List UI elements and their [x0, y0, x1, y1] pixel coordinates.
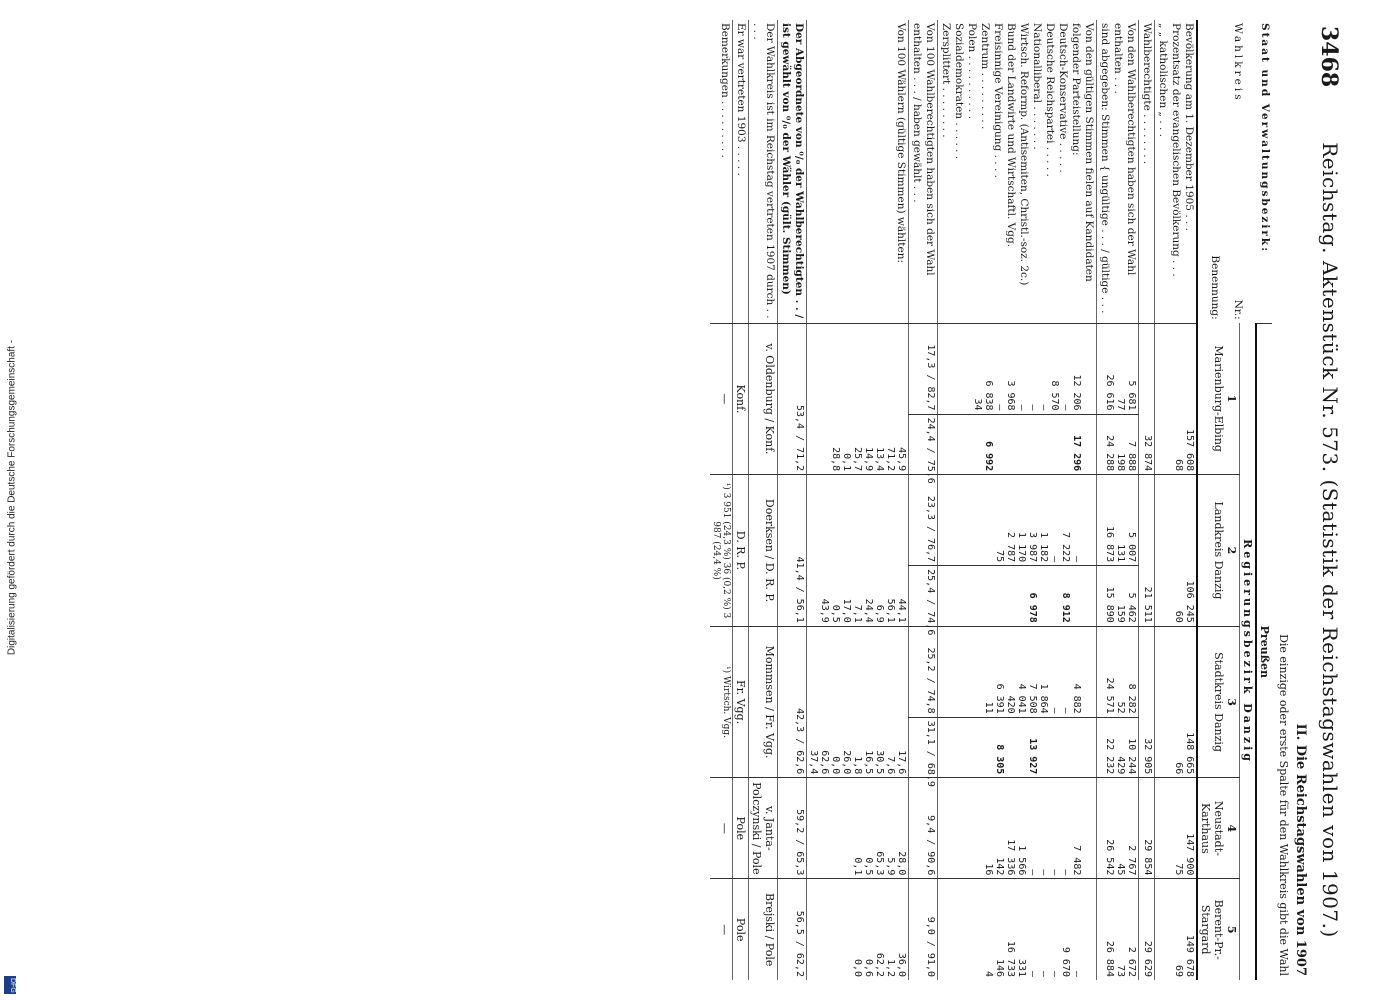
party-vote: [1071, 721, 1082, 775]
label-abg-pct: Der Abgeordnete von ⁰/₀ der Wahlberechtigten . . / ist gewählt von ⁰/₀ der Wähler (gült. Stimmen): [779, 23, 805, 319]
party-vote: 331: [1015, 958, 1027, 977]
district-5: [1197, 879, 1240, 980]
value: 32 874: [1138, 323, 1154, 475]
party-vote: [1005, 569, 1016, 623]
party-label: Nationalliberal . . . . . . .: [1030, 23, 1043, 150]
party-vote: [994, 569, 1005, 623]
value: 29 629: [1138, 879, 1154, 980]
value: —: [710, 323, 733, 475]
district-name: Marienburg-Elbing: [1211, 345, 1225, 452]
party-vote: 6 838: [982, 380, 994, 411]
district-1: [1197, 323, 1240, 475]
label-kath: „ „ katholischen „ . . .: [1156, 23, 1169, 138]
party-vote: —: [1037, 970, 1049, 977]
value: 157 608: [1183, 429, 1195, 472]
party-label: Zentrum . . . . . . . . .: [978, 23, 991, 130]
party-vote: [972, 781, 983, 875]
cell: [937, 879, 1096, 980]
pct-value: 56,1: [884, 598, 896, 623]
party-label: Polen . . . . . . . . . .: [965, 23, 978, 120]
row-pct100: [908, 20, 937, 980]
party-vote: —: [1026, 404, 1038, 411]
pct-value: 62,6: [818, 750, 830, 775]
party-vote: —: [1037, 869, 1049, 876]
party-label: Freisinnige Vereinigung . . . .: [991, 23, 1004, 178]
pct-value: 25,7: [851, 447, 863, 472]
cell: [806, 879, 908, 980]
party-vote: —: [1048, 970, 1060, 977]
district-name: Berent-Pr.-Stargard: [1198, 899, 1225, 960]
cell: [1154, 879, 1197, 980]
cell: [1154, 323, 1197, 475]
value: 42,3 / 62,6: [777, 626, 806, 778]
party-label: Deutsche Reichspartei . . . . .: [1043, 23, 1056, 177]
party-vote: 9 670: [1059, 946, 1071, 977]
row-rep-1907: [748, 20, 777, 980]
party-vote: [1016, 418, 1027, 472]
cell: [937, 626, 1096, 717]
pct-value: 65,3: [873, 851, 885, 876]
value: v. Oldenburg / Konf.: [748, 323, 777, 475]
party-vote: 4 041: [1015, 683, 1027, 714]
value: 41,4 / 56,1: [777, 475, 806, 627]
value: 69: [1172, 964, 1184, 977]
value: 75: [1172, 863, 1184, 876]
value: 26 542: [1103, 839, 1115, 876]
pct-value: 62,2: [873, 952, 885, 977]
party-vote: 3 968: [1004, 380, 1016, 411]
party-vote: 13 927: [1026, 738, 1038, 775]
party-vote: 6 992: [982, 441, 994, 472]
region-name: Regierungsbezirk Danzig: [1240, 539, 1254, 764]
head-label-wahlkreis: [1231, 23, 1244, 320]
label-pctparties: Von 100 Wählern (gültige Stimmen) wählten:: [894, 23, 907, 263]
label-rep-1907: Der Wahlkreis ist im Reichstag vertreten 1907 durch . . . . .: [750, 23, 776, 319]
pct-value: 28,8: [829, 447, 841, 472]
election-statistics-table: [710, 20, 1272, 980]
pct-value: 43,9: [818, 598, 830, 623]
party-vote: 17 336: [1004, 839, 1016, 876]
district-nr: 5: [1224, 925, 1238, 934]
value: 26 884: [1103, 940, 1115, 977]
value: 56,5 / 62,2: [777, 879, 806, 980]
pct-value: 37,4: [807, 750, 819, 775]
page-header: [1315, 20, 1342, 980]
row-abg-pct: [777, 20, 806, 980]
party-vote: —: [1048, 556, 1060, 563]
party-vote: 11: [982, 701, 994, 714]
value: 198: [1114, 453, 1126, 472]
party-vote: —: [1059, 869, 1071, 876]
value: Pole: [732, 778, 748, 879]
party-vote: [983, 569, 994, 623]
row-remarks: [710, 20, 733, 980]
party-vote: —: [993, 404, 1005, 411]
pct-value: 30,5: [873, 750, 885, 775]
value: 24 571: [1103, 677, 1115, 714]
value: 73: [1114, 964, 1126, 977]
party-vote: 6 978: [1026, 592, 1038, 623]
district-3: [1197, 626, 1240, 778]
party-vote: —: [1015, 404, 1027, 411]
pct-value: 6,9: [873, 604, 885, 623]
value: 10 244: [1125, 738, 1137, 775]
value: 53,4 / 71,2: [777, 323, 806, 475]
party-vote: —: [1059, 707, 1071, 714]
value: 9,4 / 90,6: [908, 778, 937, 879]
party-vote: [1016, 721, 1027, 775]
value: 24,4 / 75,6: [908, 414, 937, 475]
value: 45: [1114, 863, 1126, 876]
party-vote: 146: [993, 958, 1005, 977]
cell: [1096, 475, 1138, 566]
party-vote: 1 170: [1015, 532, 1027, 563]
row-label: [1096, 20, 1138, 323]
label-cast: sind abgegeben: Stimmen { ungültige . . . / gültige . . .: [1098, 23, 1111, 314]
value: 59,2 / 65,3: [777, 778, 806, 879]
party-vote: [1038, 569, 1049, 623]
party-vote: 12 206: [1070, 374, 1082, 411]
label-remarks: Bemerkungen . . . . . . . . .: [718, 23, 731, 158]
label-population: Bevölkerung am 1. Dezember 1905 . . .: [1182, 23, 1195, 232]
pct-value: 13,4: [873, 447, 885, 472]
party-vote: [972, 418, 983, 472]
value: 77: [1114, 398, 1126, 411]
party-vote: [994, 418, 1005, 472]
party-list: [939, 23, 1069, 320]
pct-value: 5,9: [884, 857, 896, 876]
party-vote: [983, 478, 994, 562]
party-vote: [983, 721, 994, 775]
label-evang: Prozentsatz der evangelischen Bevölkerung . . .: [1169, 23, 1182, 277]
value: 22 232: [1103, 738, 1115, 775]
cell: [1096, 566, 1138, 627]
pct-value: 7,6: [884, 756, 896, 775]
party-label: Deutsch-Konservative . . . . .: [1056, 23, 1069, 173]
party-vote: [972, 721, 983, 775]
party-vote: 16 733: [1004, 940, 1016, 977]
footer-text: Digitalisierung gefördert durch die Deutsche Forschungsgemeinschaft -: [6, 339, 18, 656]
party-vote: [972, 478, 983, 562]
district-nr: 2: [1224, 546, 1238, 555]
party-vote: [1038, 721, 1049, 775]
row-votes: [1096, 20, 1138, 980]
party-vote: [1049, 721, 1060, 775]
party-vote: 1 566: [1015, 845, 1027, 876]
party-vote: [1027, 418, 1038, 472]
row-pctparties: [806, 20, 908, 980]
head-label-state: Staat und Verwaltungsbezirk:: [1258, 23, 1271, 254]
pct-value: 28,0: [895, 851, 907, 876]
label-rep-1903: Er war vertreten 1903 . . . . .: [734, 23, 747, 176]
pct-value: 1,2: [884, 958, 896, 977]
value: 32 905: [1138, 626, 1154, 778]
district-nr: 4: [1224, 824, 1238, 833]
party-vote: 16: [982, 863, 994, 876]
value: 2 672: [1125, 946, 1137, 977]
pct-value: 45,9: [895, 447, 907, 472]
party-vote: 1 864: [1037, 683, 1049, 714]
pct-value: 17,0: [840, 598, 852, 623]
row-eligible: [1138, 20, 1154, 980]
party-vote: 4 882: [1070, 683, 1082, 714]
pct-value: 17,6: [895, 750, 907, 775]
label-pct100: Von 100 Wahlberechtigten haben sich der Wahl enthalten . . . / haben gewählt . . .: [910, 23, 936, 276]
party-vote: [1060, 418, 1071, 472]
section-note: Die einzige oder erste Spalte für den Wahlkreis gibt die Wahl: [1276, 634, 1290, 976]
pct-value: 1,8: [851, 756, 863, 775]
value: 131: [1114, 544, 1126, 563]
value: 52: [1114, 701, 1126, 714]
pct-value: 36,0: [895, 952, 907, 977]
cell: [937, 778, 1096, 879]
pct-value: 71,2: [884, 447, 896, 472]
page-number: 3468: [1315, 26, 1342, 88]
value: 149 678: [1183, 934, 1195, 977]
pct-value: 14,9: [862, 447, 874, 472]
party-vote: 2 787: [1004, 532, 1016, 563]
cell: [937, 414, 1096, 475]
pct-value: 44,1: [895, 598, 907, 623]
party-vote: 8 912: [1059, 592, 1071, 623]
cell: [806, 778, 908, 879]
party-vote: [1005, 721, 1016, 775]
value: 159: [1114, 604, 1126, 623]
pct-value: 16,5: [862, 750, 874, 775]
party-vote: 420: [1004, 695, 1016, 714]
party-vote: [972, 569, 983, 623]
pct-value: 24,4: [862, 598, 874, 623]
value: 17,3 / 82,7: [908, 323, 937, 414]
district-nr: 1: [1224, 394, 1238, 403]
party-vote: 7 508: [1026, 683, 1038, 714]
value: 2 767: [1125, 845, 1137, 876]
value: 23,3 / 76,7: [908, 475, 937, 566]
pct-value: 0,0: [829, 756, 841, 775]
value: Brejski / Pole: [748, 879, 777, 980]
pct-value: 26,0: [840, 750, 852, 775]
value: —: [710, 879, 733, 980]
cell: [1096, 778, 1138, 879]
value: 148 665: [1183, 732, 1195, 775]
row-label: [937, 20, 1096, 323]
value: 147 900: [1183, 833, 1195, 876]
document-page: [50, 20, 1350, 980]
party-vote: [1049, 418, 1060, 472]
section-title: II. Die Reichstagswahlen von 1907: [1292, 723, 1308, 976]
value: —: [710, 778, 733, 879]
value: 7 888: [1125, 441, 1137, 472]
row-rep-1903: [732, 20, 748, 980]
party-vote: 8 570: [1048, 380, 1060, 411]
value: Konf.: [732, 323, 748, 475]
value: 106 245: [1183, 580, 1195, 623]
label-eligible: Wahlberechtigte . . . . . . . .: [1140, 23, 1153, 165]
footer-strip: [4, 0, 18, 1000]
party-vote: 17 296: [1070, 435, 1082, 472]
party-vote: —: [1059, 404, 1071, 411]
party-vote: [1060, 721, 1071, 775]
cell: [1154, 778, 1197, 879]
value: v. Janta-Polczynski / Pole: [748, 778, 777, 879]
head-benennung: Benennung:: [1208, 255, 1221, 320]
district-name: Landkreis Danzig: [1211, 501, 1225, 600]
cell: [937, 717, 1096, 778]
district-4: [1197, 778, 1240, 879]
value: 429: [1114, 756, 1126, 775]
party-vote: —: [1037, 404, 1049, 411]
value: 9,0 / 91,0: [908, 879, 937, 980]
cell: [1096, 414, 1138, 475]
value: 5 007: [1125, 532, 1137, 563]
party-vote: [972, 630, 983, 714]
header-row-state: [1256, 20, 1272, 980]
value: 26 616: [1103, 374, 1115, 411]
party-vote: —: [1048, 707, 1060, 714]
party-vote: [1016, 569, 1027, 623]
pct-value: 0,5: [829, 604, 841, 623]
value: 21 511: [1138, 475, 1154, 627]
pct-value: 0,1: [851, 857, 863, 876]
value: Pole: [732, 879, 748, 980]
value: 60: [1172, 610, 1184, 623]
party-vote: 75: [993, 550, 1005, 563]
party-label: Sozialdemokraten . . . . . .: [952, 23, 965, 160]
value: 5 681: [1125, 380, 1137, 411]
party-vote: 7 222: [1059, 532, 1071, 563]
party-vote: 3 987: [1026, 532, 1038, 563]
cell: [1096, 717, 1138, 778]
pct-value: 0,1: [840, 453, 852, 472]
district-name: Neustadt-Karthaus: [1198, 800, 1225, 856]
party-vote: [1038, 418, 1049, 472]
party-vote: 8 305: [993, 744, 1005, 775]
cell: [1154, 475, 1197, 627]
page-title: Reichstag. Aktenstück Nr. 573. (Statistik der Reichstagswahlen von 1907.): [1317, 142, 1342, 938]
party-vote: [1071, 569, 1082, 623]
party-vote: —: [1070, 970, 1082, 977]
pct-value: 0,5: [862, 857, 874, 876]
party-vote: 142: [993, 857, 1005, 876]
value: 16 873: [1103, 526, 1115, 563]
pct-value: 0,0: [851, 958, 863, 977]
row-label: [1154, 20, 1197, 323]
value: 25,4 / 74,6: [908, 566, 937, 627]
cell: [806, 323, 908, 475]
head-cell: [1197, 20, 1272, 323]
party-vote: 34: [971, 398, 983, 411]
district-2: [1197, 475, 1240, 627]
party-vote: —: [1070, 556, 1082, 563]
party-label: Bund der Landwirte und Wirtschaftl. Vgg.: [1004, 23, 1017, 248]
cell: [1154, 626, 1197, 778]
value: 68: [1172, 459, 1184, 472]
pct-value: 0,6: [862, 958, 874, 977]
value: D. R. P.: [732, 475, 748, 627]
party-vote: [1049, 569, 1060, 623]
state-name: Preußen: [1256, 323, 1272, 980]
value: Doerksen / D. R. P.: [748, 475, 777, 627]
value: ¹) Wirtsch. Vgg.: [710, 626, 733, 778]
value: 24 288: [1103, 435, 1115, 472]
pct-value: 7,1: [851, 604, 863, 623]
party-vote: [972, 882, 983, 977]
party-vote: 7 482: [1070, 845, 1082, 876]
label-parties-intro: Von den gültigen Stimmen fielen auf Kandidaten folgender Parteistellung:: [1069, 23, 1095, 282]
value: 15 890: [1103, 586, 1115, 623]
cell: [937, 566, 1096, 627]
value: 66: [1172, 762, 1184, 775]
label-abstained: Von den Wahlberechtigten haben sich der Wahl enthalten . . .: [1111, 23, 1137, 276]
party-vote: —: [1026, 869, 1038, 876]
dfg-logo: DFG: [4, 976, 16, 994]
party-label: Zersplittert . . . . . . . .: [939, 23, 952, 138]
cell: [1096, 879, 1138, 980]
party-vote: 6 391: [993, 683, 1005, 714]
value: Fr. Vgg.: [732, 626, 748, 778]
value: Mommsen / Fr. Vgg.: [748, 626, 777, 778]
party-vote: 1 182: [1037, 532, 1049, 563]
party-label: Wirtsch. Reformp. (Antisemiten, Christl.-soz. 2c.): [1017, 23, 1030, 286]
value: 5 462: [1125, 592, 1137, 623]
row-parties: [937, 20, 1096, 980]
cell: [937, 475, 1096, 566]
cell: [1096, 626, 1138, 717]
party-vote: —: [1048, 869, 1060, 876]
party-vote: —: [1026, 970, 1038, 977]
cell: [937, 323, 1096, 414]
district-name: Stadtkreis Danzig: [1211, 652, 1225, 752]
head-wahlkreis: Wahlkreis: [1231, 23, 1244, 103]
value: 29 854: [1138, 778, 1154, 879]
value: 25,2 / 74,8: [908, 626, 937, 717]
head-nr: Nr.:: [1231, 299, 1244, 320]
district-nr: 3: [1224, 698, 1238, 706]
party-vote: [1005, 418, 1016, 472]
value: ¹) 3 951 (24,3 %) 36 (0,2 %) 3 987 (24,4 %): [710, 475, 733, 627]
row-population: [1154, 20, 1197, 980]
cell: [1096, 323, 1138, 414]
cell: [806, 475, 908, 627]
value: 31,1 / 68,9: [908, 717, 937, 778]
value: 8 282: [1125, 683, 1137, 714]
party-vote: 4: [982, 970, 994, 977]
cell: [806, 626, 908, 778]
